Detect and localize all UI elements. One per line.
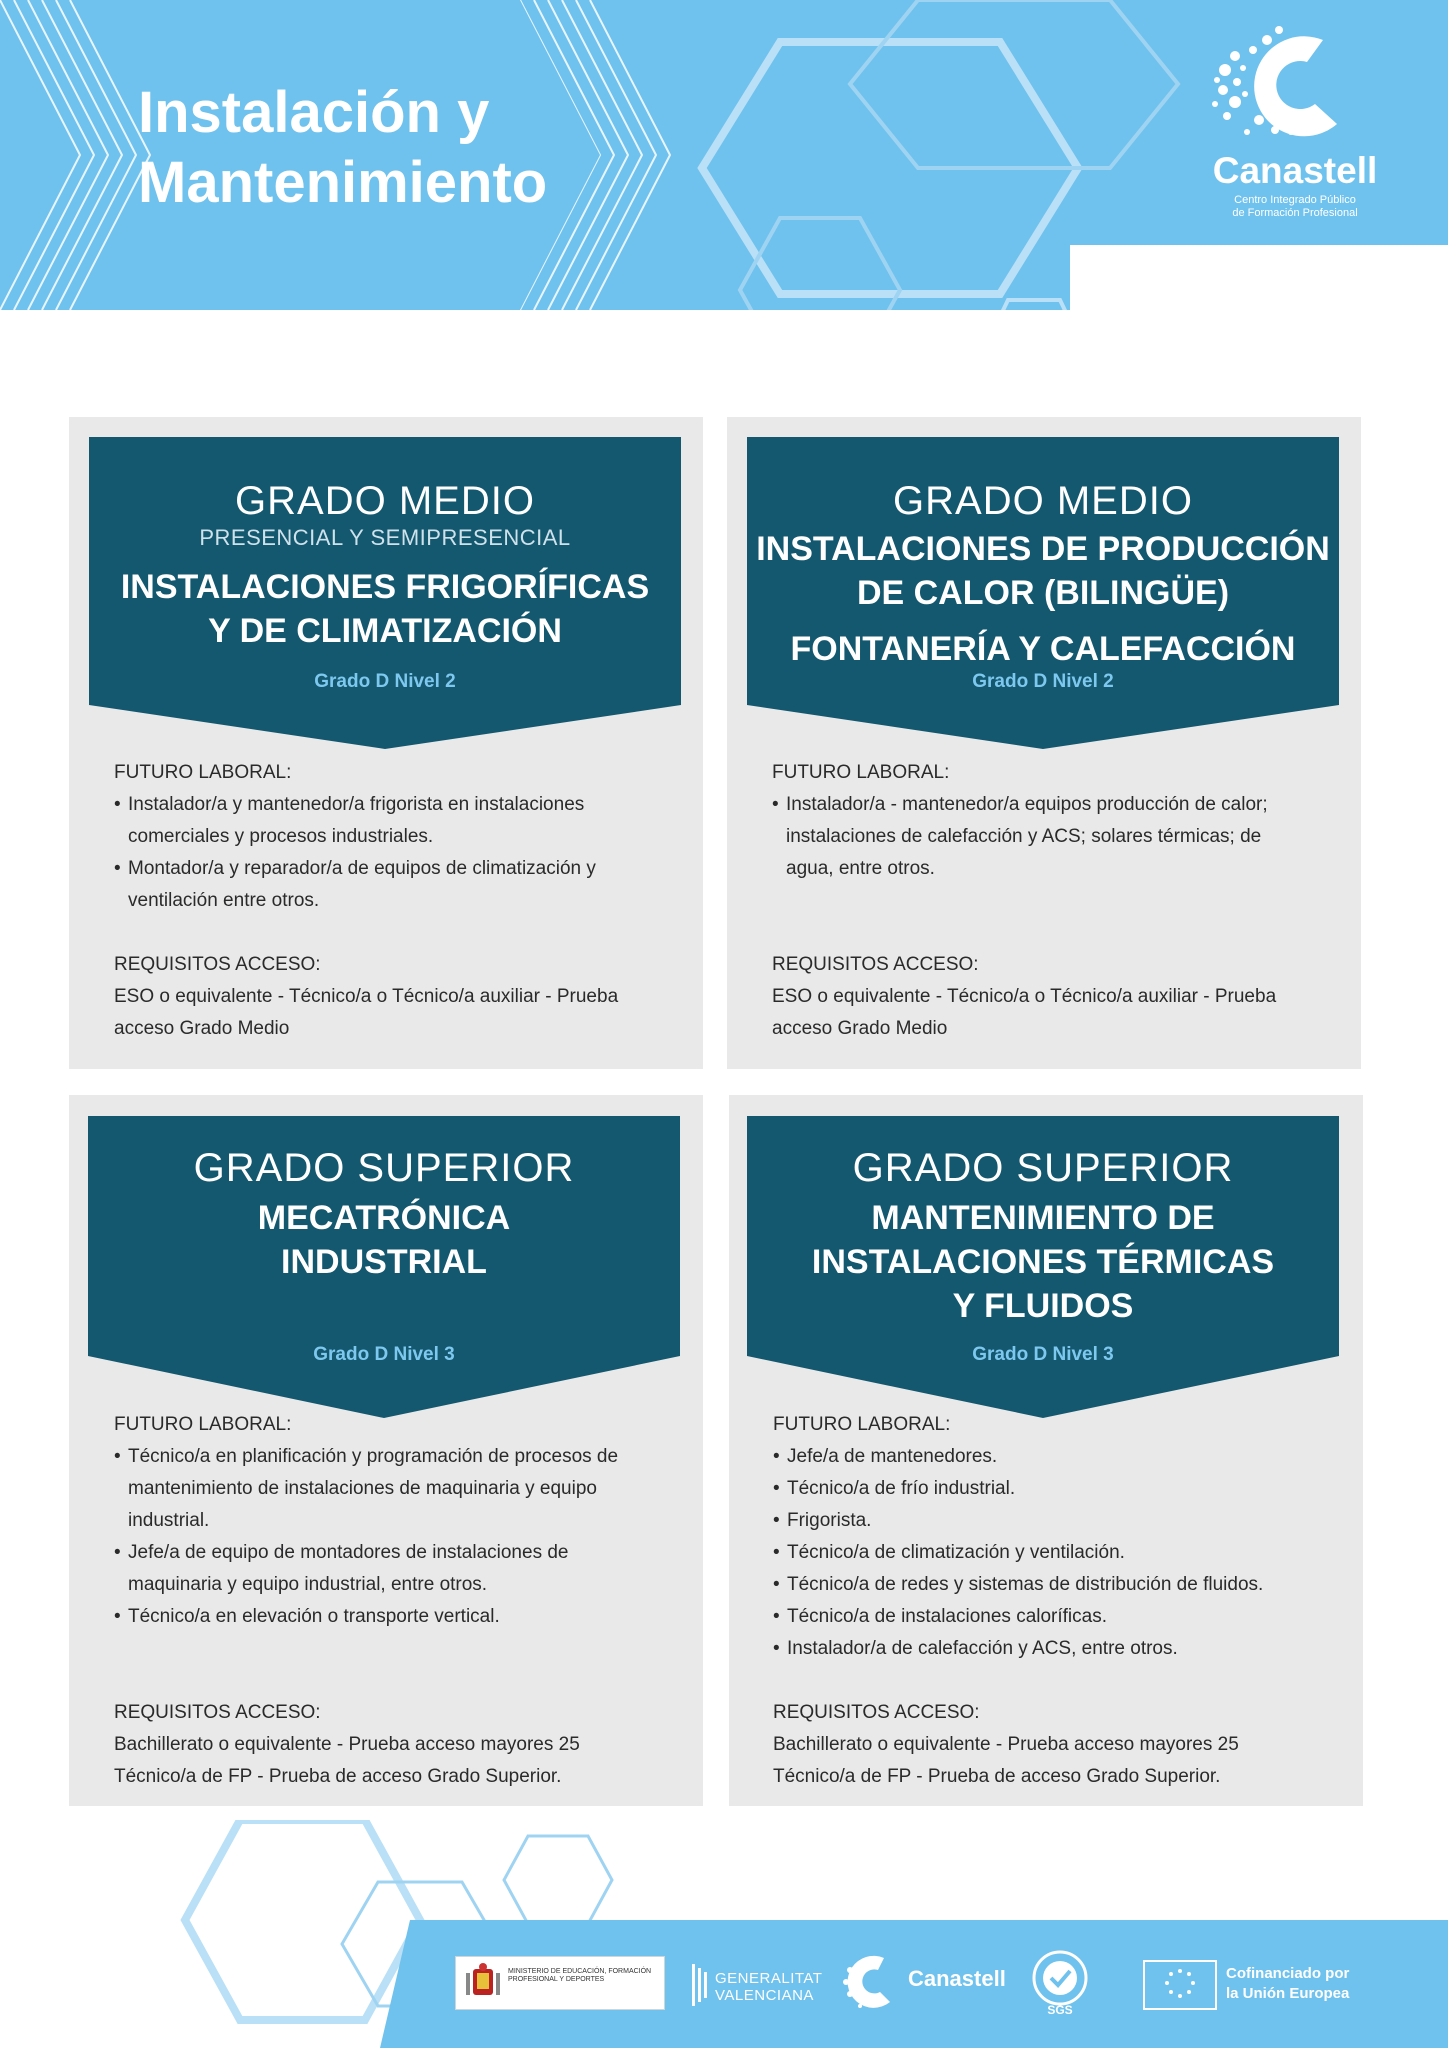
future-item: • Técnico/a de climatización y ventilación. xyxy=(773,1537,1313,1569)
future-item: • Técnico/a en elevación o transporte vertical. xyxy=(114,1601,654,1633)
sgs-text: SGS xyxy=(1047,2003,1073,2016)
requirements-label: REQUISITOS ACCESO: xyxy=(772,954,979,975)
course-banner xyxy=(747,437,1339,749)
course-name-line1: INSTALACIONES DE PRODUCCIÓN xyxy=(756,530,1330,568)
header xyxy=(0,0,1448,320)
course-banner xyxy=(88,1116,680,1418)
generalitat-line2: VALENCIANA xyxy=(715,1987,814,2004)
ministry-logo xyxy=(455,1956,665,2010)
requirements-line1: Bachillerato o equivalente - Prueba acceso mayores 25 xyxy=(773,1734,1239,1755)
eu-line1: Cofinanciado por xyxy=(1226,1965,1350,1982)
future-list xyxy=(772,789,1312,885)
sgs-certification-icon xyxy=(1026,1948,1094,2016)
future-item: • Instalador/a de calefacción y ACS, entre otros. xyxy=(773,1633,1313,1665)
canastell-logo xyxy=(1195,20,1395,225)
footer xyxy=(0,1820,1448,2048)
generalitat-icon xyxy=(690,1962,710,2008)
course-level: GRADO SUPERIOR xyxy=(193,1146,575,1190)
requirements-label: REQUISITOS ACCESO: xyxy=(773,1702,980,1723)
course-name-line3: Y FLUIDOS xyxy=(952,1287,1134,1325)
requirements-text: ESO o equivalente - Técnico/a o Técnico/a auxiliar - Prueba acceso Grado Medio xyxy=(772,986,1277,1039)
ministry-text: MINISTERIO DE EDUCACIÓN, FORMACIÓN PROFESIONAL Y DEPORTES xyxy=(508,1968,652,1983)
course-card-mantenimiento-termicas xyxy=(729,1095,1363,1806)
course-name-line1: MANTENIMIENTO DE xyxy=(871,1199,1215,1237)
course-name-line2: Y DE CLIMATIZACIÓN xyxy=(208,612,562,650)
page-title-line1: Instalación y xyxy=(138,80,490,145)
course-name-line1: INSTALACIONES FRIGORÍFICAS xyxy=(120,568,650,606)
requirements-label: REQUISITOS ACCESO: xyxy=(114,1702,321,1723)
course-name-line2: INSTALACIONES TÉRMICAS xyxy=(811,1243,1275,1281)
page-title xyxy=(138,78,547,218)
requirements-text: ESO o equivalente - Técnico/a o Técnico/a auxiliar - Prueba acceso Grado Medio xyxy=(114,986,619,1039)
future-list xyxy=(773,1441,1313,1665)
future-item: • Técnico/a de instalaciones caloríficas. xyxy=(773,1601,1313,1633)
course-banner xyxy=(89,437,681,749)
generalitat-line1: GENERALITAT xyxy=(715,1970,823,1987)
footer-background xyxy=(0,1820,1448,2048)
canastell-c-icon xyxy=(1195,20,1395,150)
course-card-produccion-calor xyxy=(727,417,1361,1069)
canastell-footer-text: Canastell xyxy=(908,1966,1006,1991)
future-item: • Técnico/a de redes y sistemas de distribución de fluidos. xyxy=(773,1569,1313,1601)
future-item: • Técnico/a de frío industrial. xyxy=(773,1473,1313,1505)
course-grade: Grado D Nivel 2 xyxy=(314,671,456,692)
logo-name: Canastell xyxy=(1212,150,1378,191)
logo-subtitle-line1: Centro Integrado Público xyxy=(1234,194,1356,206)
course-grade: Grado D Nivel 3 xyxy=(313,1344,455,1365)
future-label: FUTURO LABORAL: xyxy=(773,1414,951,1435)
course-card-frigorificas xyxy=(69,417,703,1069)
future-item: • Frigorista. xyxy=(773,1505,1313,1537)
future-item: • Instalador/a y mantenedor/a frigorista en instalaciones comerciales y procesos industriales. xyxy=(114,789,654,853)
requirements-label: REQUISITOS ACCESO: xyxy=(114,954,321,975)
logo-subtitle-line2: de Formación Profesional xyxy=(1232,207,1358,219)
course-level: GRADO MEDIO xyxy=(893,479,1193,523)
eu-cofinancing-text xyxy=(1226,1964,1349,2004)
course-name-line2: INDUSTRIAL xyxy=(281,1243,487,1281)
course-card-mecatronica xyxy=(69,1095,703,1806)
requirements-line2: Técnico/a de FP - Prueba de acceso Grado Superior. xyxy=(773,1766,1221,1787)
future-item: • Técnico/a en planificación y programación de procesos de mantenimiento de instalaciones de maquinaria y equipo industrial. xyxy=(114,1441,654,1537)
course-name-extra: FONTANERÍA Y CALEFACCIÓN xyxy=(790,630,1296,668)
generalitat-text xyxy=(715,1970,822,2004)
course-banner xyxy=(747,1116,1339,1418)
eu-line2: la Unión Europea xyxy=(1226,1985,1350,2002)
future-label: FUTURO LABORAL: xyxy=(114,762,292,783)
future-item: • Instalador/a - mantenedor/a equipos producción de calor; instalaciones de calefacción y ACS; solares térmicas; de agua, entre otros. xyxy=(772,789,1312,885)
course-grade: Grado D Nivel 2 xyxy=(972,671,1114,692)
eu-flag-icon xyxy=(1143,1960,1217,2010)
future-label: FUTURO LABORAL: xyxy=(114,1414,292,1435)
requirements-line1: Bachillerato o equivalente - Prueba acceso mayores 25 xyxy=(114,1734,580,1755)
future-item: • Jefe/a de mantenedores. xyxy=(773,1441,1313,1473)
future-item: • Montador/a y reparador/a de equipos de climatización y ventilación entre otros. xyxy=(114,853,654,917)
course-name-line2: DE CALOR (BILINGÜE) xyxy=(856,574,1230,612)
course-grade: Grado D Nivel 3 xyxy=(972,1344,1114,1365)
course-modality: PRESENCIAL Y SEMIPRESENCIAL xyxy=(199,525,571,550)
requirements-line2: Técnico/a de FP - Prueba de acceso Grado Superior. xyxy=(114,1766,562,1787)
course-level: GRADO SUPERIOR xyxy=(852,1146,1234,1190)
future-list xyxy=(114,1441,654,1633)
future-label: FUTURO LABORAL: xyxy=(772,762,950,783)
future-item: • Jefe/a de equipo de montadores de instalaciones de maquinaria y equipo industrial, entre otros. xyxy=(114,1537,654,1601)
course-name-line1: MECATRÓNICA xyxy=(257,1199,511,1237)
canastell-footer-icon xyxy=(840,1950,904,2014)
page-title-line2: Mantenimiento xyxy=(138,150,548,215)
future-list xyxy=(114,789,654,917)
coat-of-arms-icon xyxy=(461,1961,505,2005)
course-level: GRADO MEDIO xyxy=(235,479,535,523)
